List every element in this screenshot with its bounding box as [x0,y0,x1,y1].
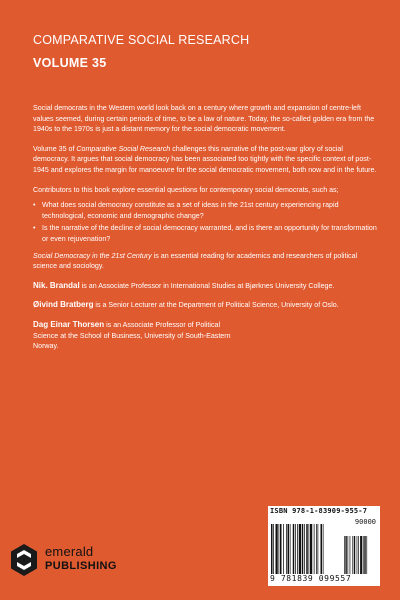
author-name: Dag Einar Thorsen [33,319,105,329]
volume-number: VOLUME 35 [33,56,107,70]
author-bio: Nik. Brandal is an Associate Professor in International Studies at Bjørknes University College. [33,280,335,290]
author-bio: Dag Einar Thorsen is an Associate Professor of Political Science at the School of Business, University of South-Eastern Norway. [33,319,231,351]
blurb-paragraph-4: Social Democracy in the 21st Century is an essential reading for academics and researchers of political science and sociology. [33,251,358,271]
blurb-paragraph-2: Volume 35 of Comparative Social Research challenges this narrative of the post-war glory of social democracy. It argues that social democracy has been associated too tightly with the specific context of post-1945 and explores the margin for manoeuvre for the social democratic movement, both now and in the future. [33,144,377,174]
series-title: COMPARATIVE SOCIAL RESEARCH [33,33,250,47]
author-bio: Øivind Bratberg is a Senior Lecturer at the Department of Political Science, University of Oslo. [33,300,339,310]
price-code: 90000 [354,518,376,526]
barcode-number: 9 781839 099557 [270,574,352,583]
blurb [33,103,378,361]
publisher-name: emerald [45,544,94,559]
list-item: • What does social democracy constitute as a set of ideas in the 21st century experiencing rapid technological, economic and demographic change? [33,200,378,221]
book-title-italic: Social Democracy in the 21st Century [33,251,152,260]
author-name: Nik. Brandal [33,280,80,290]
publisher-logo [9,541,119,581]
publisher-subtitle: PUBLISHING [45,560,117,572]
barcode-label [268,506,380,586]
list-item: • Is the narrative of the decline of social democracy warranted, and is there an opportunity for transformation or even rejuvenation? [33,223,378,244]
author-name: Øivind Bratberg [33,300,94,310]
emerald-e-icon [9,543,39,577]
question-list [33,200,378,244]
book-series-italic: Comparative Social Research [76,144,171,153]
blurb-paragraph-3: Contributors to this book explore essential questions for contemporary social democrats, such as; [33,185,339,194]
isbn-text: ISBN 978-1-83909-955-7 [270,507,368,515]
blurb-paragraph-1: Social democrats in the Western world look back on a century where growth and expansion of centre-left values seemed, during certain periods of time, to be a law of nature. Today, the so-called golden era from the 1940s to the 1970s is just a distant memory for the social democratic movement. [33,104,375,134]
